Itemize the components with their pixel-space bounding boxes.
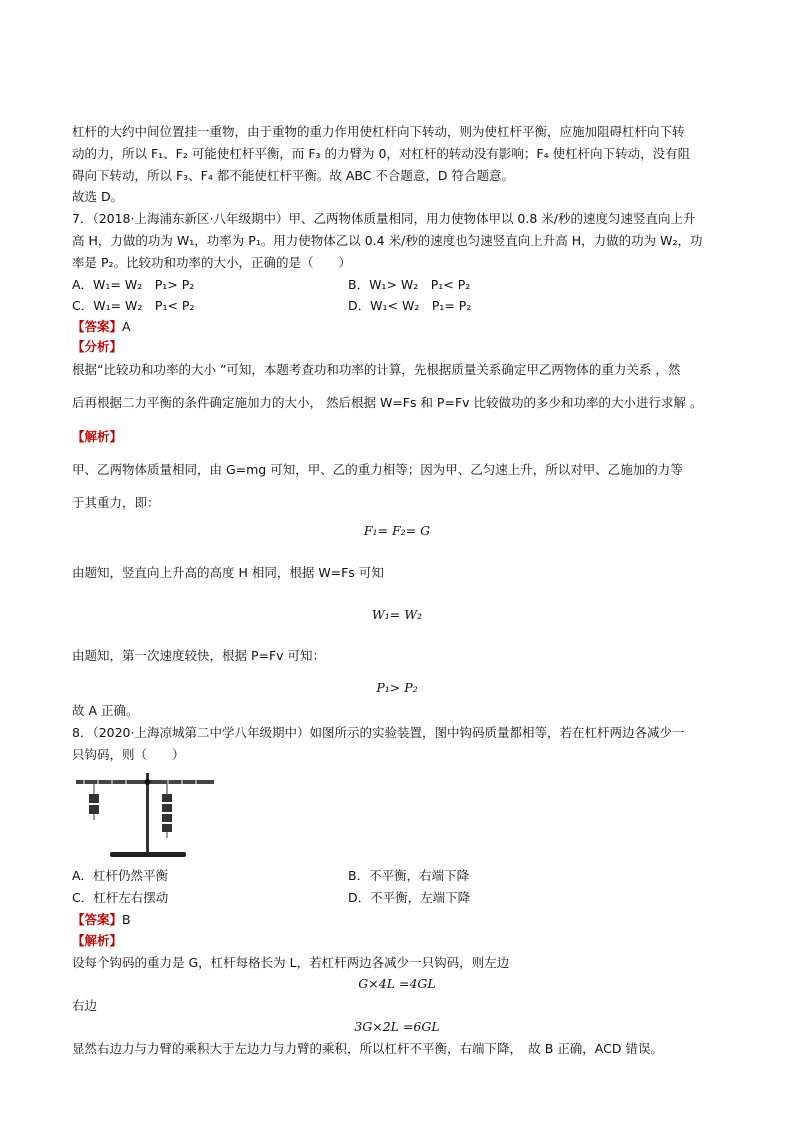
q8-option-a: A．杠杆仍然平衡 bbox=[72, 868, 169, 883]
q8-option-c: C．杠杆左右摆动 bbox=[72, 890, 169, 905]
q7-equation-3: P₁> P₂ bbox=[376, 680, 418, 695]
prev-conclusion: 故选 D。 bbox=[72, 189, 124, 204]
q8-equation-1: G×4L =4GL bbox=[358, 976, 436, 991]
q8-equation-2: 3G×2L =6GL bbox=[354, 1019, 440, 1034]
q8-stem-line-2: 只钩码，则（ ） bbox=[72, 747, 185, 762]
q7-stem-line-2: 高 H，力做的功为 W₁，功率为 P₁。用力使物体乙以 0.4 米/秒的速度也匀速竖直向上升高 H，力做的功为 W₂，功 bbox=[72, 233, 703, 248]
q7-solution-line-3: 由题知，竖直向上升高的高度 H 相同，根据 W=Fs 可知 bbox=[72, 565, 384, 580]
q7-option-b: B．W₁> W₂ P₁< P₂ bbox=[348, 277, 471, 292]
q8-solution-label: 【解析】 bbox=[72, 933, 123, 948]
q7-solution-line-2: 于其重力，即： bbox=[72, 495, 160, 510]
q8-stem-line-1: 8．（2020·上海凉城第二中学八年级期中）如图所示的实验装置，图中钩码质量都相等，若在杠杆两边各减少一 bbox=[72, 725, 685, 740]
prev-text-line-3: 碍向下转动，所以 F₃、F₄ 都不能使杠杆平衡。故 ABC 不合题意，D 符合题意。 bbox=[72, 168, 515, 183]
q7-solution-label: 【解析】 bbox=[72, 429, 123, 444]
prev-text-line-2: 动的力，所以 F₁、F₂ 可能使杠杆平衡，而 F₃ 的力臂为 0，对杠杆的转动没有影响；F₄ 使杠杆向下转动，没有阻 bbox=[72, 146, 691, 161]
q7-analysis-line-1: 根据“比较功和功率的大小 ”可知，本题考查功和功率的计算，先根据质量关系确定甲乙两物体的重力关系 ，然 bbox=[72, 362, 681, 377]
q8-answer-label: 【答案】 bbox=[72, 912, 123, 927]
q7-answer-label: 【答案】 bbox=[72, 319, 123, 334]
prev-text-line-1: 杠杆的大约中间位置挂一重物，由于重物的重力作用使杠杆向下转动，则为使杠杆平衡，应施加阻碍杠杆向下转 bbox=[72, 124, 685, 139]
left-hook-weights bbox=[89, 784, 99, 820]
q7-stem-line-1: 7．（2018·上海浦东新区·八年级期中）甲、乙两物体质量相同，用力使物体甲以 0.8 米/秒的速度匀速竖直向上升 bbox=[72, 211, 696, 226]
q7-option-d: D．W₁< W₂ P₁= P₂ bbox=[348, 298, 472, 313]
q7-answer-value: A bbox=[122, 319, 131, 334]
q7-equation-1: F₁= F₂= G bbox=[363, 523, 431, 538]
q8-option-b: B．不平衡，右端下降 bbox=[348, 868, 470, 883]
pivot bbox=[145, 779, 151, 785]
q7-solution-line-1: 甲、乙两物体质量相同，由 G=mg 可知，甲、乙的重力相等；因为甲、乙匀速上升，所以对甲、乙施加的力等 bbox=[72, 462, 683, 477]
q8-answer-value: B bbox=[122, 912, 131, 927]
q8-option-d: D．不平衡，左端下降 bbox=[348, 890, 471, 905]
q7-solution-line-4: 由题知，第一次速度较快，根据 P=Fv 可知： bbox=[72, 648, 326, 663]
q8-solution-line-2: 右边 bbox=[72, 998, 98, 1013]
q7-equation-2: W₁= W₂ bbox=[371, 607, 423, 622]
q7-solution-line-5: 故 A 正确。 bbox=[72, 703, 139, 718]
q7-option-c: C．W₁= W₂ P₁< P₂ bbox=[72, 298, 195, 313]
q8-solution-line-1: 设每个钩码的重力是 G，杠杆每格长为 L，若杠杆两边各减少一只钩码，则左边 bbox=[72, 955, 510, 970]
right-hook-weights bbox=[162, 784, 172, 838]
q7-stem-line-3: 率是 P₂。比较功和功率的大小，正确的是（ ） bbox=[72, 255, 352, 270]
q7-analysis-line-2: 后再根据二力平衡的条件确定施加力的大小， 然后根据 W=Fs 和 P=Fv 比较做功的多少和功率的大小进行求解 。 bbox=[72, 395, 703, 410]
lever-apparatus-figure bbox=[72, 768, 217, 860]
q7-analysis-label: 【分析】 bbox=[72, 339, 123, 354]
q8-answer-row bbox=[72, 912, 131, 928]
q7-option-a: A．W₁= W₂ P₁> P₂ bbox=[72, 277, 195, 292]
q8-solution-line-3: 显然右边力与力臂的乘积大于左边力与力臂的乘积，所以杠杆不平衡，右端下降， 故 B 正确，ACD 错误。 bbox=[72, 1041, 663, 1056]
q7-answer-row bbox=[72, 319, 131, 335]
